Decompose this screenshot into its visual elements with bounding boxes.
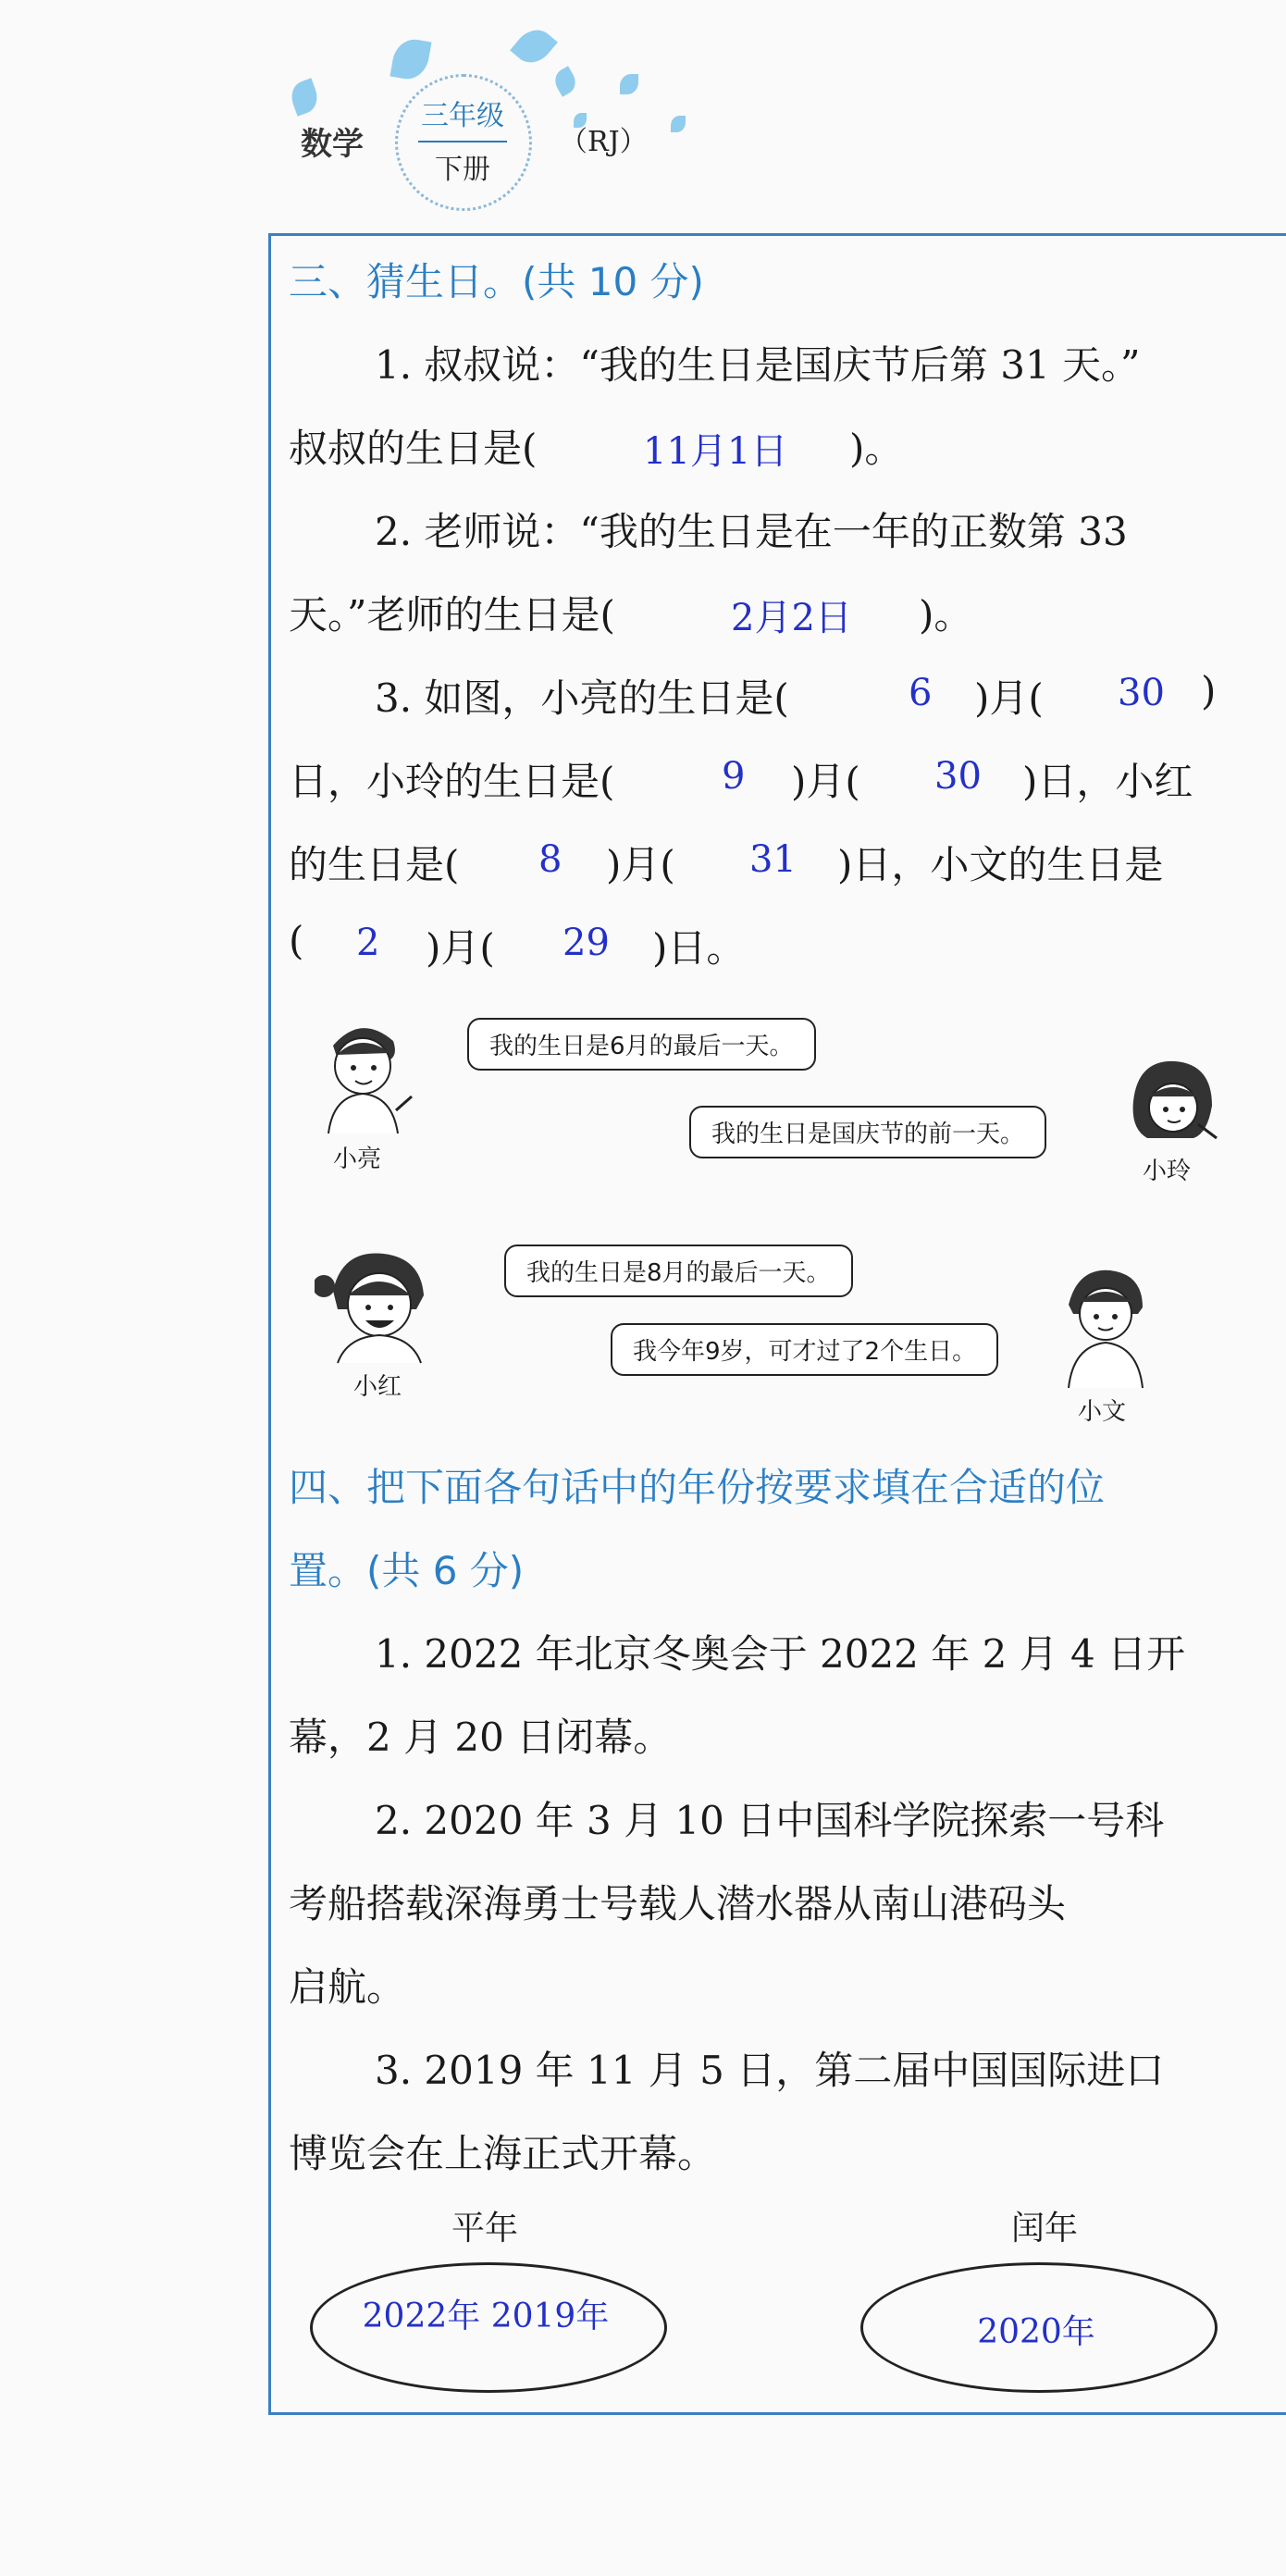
xiaoliang-illustration [305,1009,416,1138]
q2-line1: 2. 老师说：“我的生日是在一年的正数第 33 [375,509,1128,554]
speech-bubble-xiaoling: 我的生日是国庆节的前一天。 [689,1106,1046,1158]
q3-l2b: )月( [791,759,860,804]
q3-l3c: )日，小文的生日是 [837,842,1164,887]
q2-line2: 天。”老师的生日是( [289,592,615,638]
common-year-label: 平年 [451,2210,519,2248]
q1-line1: 1. 叔叔说：“我的生日是国庆节后第 31 天。” [375,342,1141,388]
grade-label: 三年级 [421,100,504,132]
q2-close: )。 [919,592,973,638]
q3-l1b: )月( [974,675,1044,721]
q3-answer6: 31 [749,838,797,881]
xiaoling-illustration [1119,1050,1221,1161]
s1-line2: 幕，2 月 20 日闭幕。 [289,1715,673,1760]
q3-l2a: 日，小玲的生日是( [289,759,615,804]
q2-answer: 2月2日 [731,597,852,639]
name-xiaowen: 小文 [1078,1398,1127,1426]
leap-year-answer: 2020年 [977,2313,1095,2351]
section4-title-line1: 四、把下面各句话中的年份按要求填在合适的位 [289,1465,1106,1510]
q3-answer1: 6 [909,672,933,714]
q3-answer5: 8 [538,838,563,881]
s3-line1: 3. 2019 年 11 月 5 日，第二届中国国际进口 [375,2048,1165,2093]
q3-answer2: 30 [1118,672,1165,714]
leaf-decoration [620,74,638,94]
q3-answer3: 9 [722,755,746,798]
leaf-decoration [287,78,322,117]
leaf-decoration [671,116,686,132]
grade-divider [418,141,507,142]
name-xiaoling: 小玲 [1143,1158,1192,1185]
q3-answer7: 2 [356,922,380,964]
volume-label: 下册 [435,154,490,186]
s1-line1: 1. 2022 年北京冬奥会于 2022 年 2 月 4 日开 [375,1631,1186,1677]
common-year-answer: 2022年 2019年 [362,2297,610,2335]
q3-l4a: ( [289,918,304,963]
q3-l4c: )日。 [652,925,746,971]
q1-line2: 叔叔的生日是( [289,426,538,471]
q3-l2c: )日，小红 [1022,759,1193,804]
name-xiaoliang: 小亮 [333,1146,382,1173]
xiaowen-illustration [1050,1263,1152,1393]
subject-label: 数学 [301,126,364,163]
q3-l1a: 3. 如图，小亮的生日是( [375,675,789,721]
q3-answer4: 30 [934,755,982,798]
edition-label: （RJ） [560,126,648,158]
section4-title-line2: 置。(共 6 分) [289,1548,525,1593]
q3-l1c: ) [1201,668,1217,713]
leaf-decoration [550,66,580,97]
q3-l3a: 的生日是( [289,842,460,887]
leaf-decoration [390,36,431,82]
leaf-decoration [510,22,558,70]
xiaohong-illustration [315,1245,444,1365]
s2-line2: 考船搭载深海勇士号载人潜水器从南山港码头 [289,1881,1067,1926]
s2-line1: 2. 2020 年 3 月 10 日中国科学院探索一号科 [375,1798,1165,1843]
speech-bubble-xiaowen: 我今年9岁，可才过了2个生日。 [611,1323,998,1376]
q1-answer: 11月1日 [643,430,788,473]
speech-bubble-xiaoliang: 我的生日是6月的最后一天。 [467,1018,816,1071]
q1-close: )。 [849,426,904,471]
name-xiaohong: 小红 [353,1373,402,1401]
speech-bubble-xiaohong: 我的生日是8月的最后一天。 [504,1245,853,1297]
section3-title: 三、猜生日。(共 10 分) [289,259,704,304]
q3-l4b: )月( [426,925,495,971]
s3-line2: 博览会在上海正式开幕。 [289,2131,717,2176]
leap-year-label: 闰年 [1011,2210,1079,2248]
q3-answer8: 29 [563,922,610,964]
q3-l3b: )月( [606,842,675,887]
s2-line3: 启航。 [289,1964,406,2010]
